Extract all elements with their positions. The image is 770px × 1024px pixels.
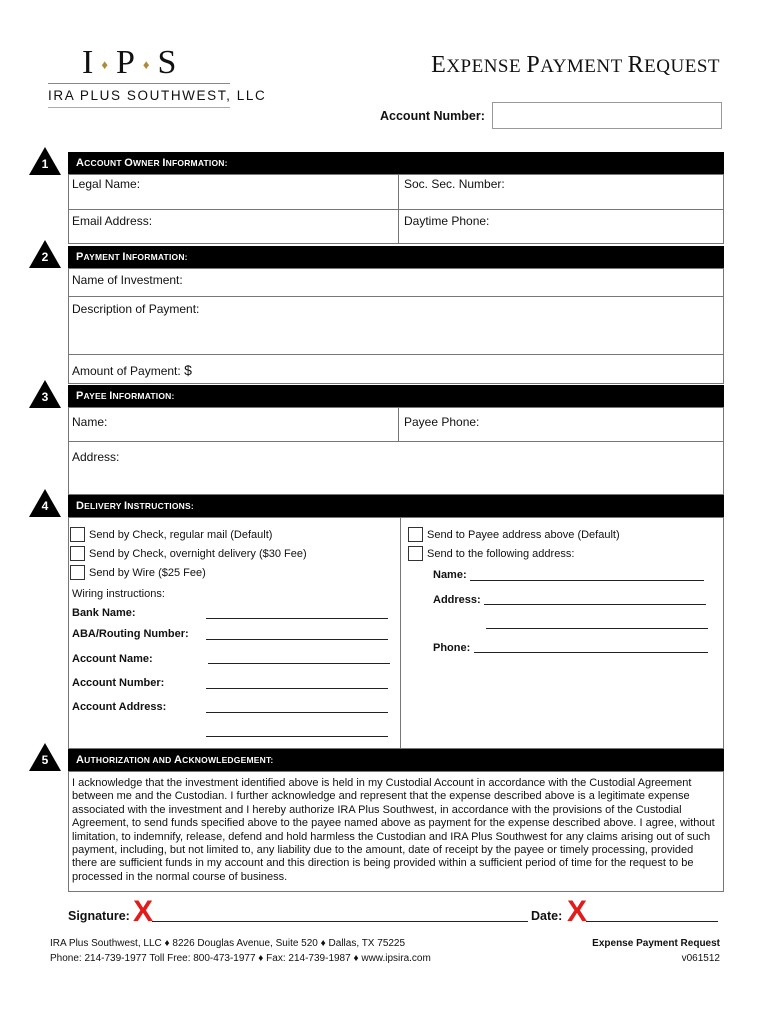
wiring-instructions-label: Wiring instructions: [72,588,165,600]
alt-name-input[interactable] [470,580,704,581]
payee-address-checkbox[interactable] [408,527,423,542]
date-x-icon: X [567,895,588,928]
wire-account-name-input[interactable] [208,663,390,664]
footer-version: v061512 [681,953,720,964]
date-line[interactable] [586,921,718,922]
account-number-input[interactable] [492,102,722,129]
logo-letter: S [157,44,179,81]
page-title: EXPENSE PAYMENT REQUEST [431,52,720,78]
bank-name-label: Bank Name: [72,607,136,619]
logo-divider [48,107,230,108]
payee-address-option-label: Send to Payee address above (Default) [427,529,620,541]
legal-name-field[interactable]: Legal Name: [72,177,141,191]
following-address-option-label: Send to the following address: [427,548,575,560]
alt-phone-input[interactable] [474,652,708,653]
footer-contact: Phone: 214-739-1977 Toll Free: 800-473-1977 ♦ Fax: 214-739-1987 ♦ www.ipsira.com [50,953,431,964]
company-logo [82,44,178,82]
section-5-marker: 5 [29,743,61,771]
payment-description-field[interactable]: Description of Payment: [72,302,200,316]
wire-account-number-label: Account Number: [72,677,165,689]
routing-number-input[interactable] [206,639,388,640]
alt-address-input-2[interactable] [486,628,708,629]
wire-account-address-input[interactable] [206,712,388,713]
check-overnight-checkbox[interactable] [70,546,85,561]
date-label: Date: [531,909,563,923]
signature-x-icon: X [133,895,154,928]
payment-amount-field[interactable]: Amount of Payment: $ [72,362,192,378]
alt-phone-label: Phone: [433,642,471,654]
check-overnight-label: Send by Check, overnight delivery ($30 Fee) [89,548,307,560]
signature-line[interactable] [152,921,528,922]
alt-name-label: Name: [433,569,467,581]
section-5-header: AUTHORIZATION AND ACKNOWLEDGEMENT: [68,749,724,771]
section-2-marker: 2 [29,240,61,268]
payee-address-field[interactable]: Address: [72,450,120,464]
section-4-header: DELIVERY INSTRUCTIONS: [68,495,724,517]
section-4-marker: 4 [29,489,61,517]
company-name: IRA PLUS SOUTHWEST, LLC [48,88,267,103]
check-regular-mail-label: Send by Check, regular mail (Default) [89,529,273,541]
email-field[interactable]: Email Address: [72,214,153,228]
footer-address: IRA Plus Southwest, LLC ♦ 8226 Douglas Avenue, Suite 520 ♦ Dallas, TX 75225 [50,938,406,949]
logo-letter: P [115,44,137,81]
wire-account-address-label: Account Address: [72,701,167,713]
daytime-phone-field[interactable]: Daytime Phone: [404,214,490,228]
payee-name-field[interactable]: Name: [72,415,108,429]
logo-divider [48,83,230,84]
footer-form-name: Expense Payment Request [592,938,720,949]
logo-diamond-icon: ♦ [142,57,152,73]
alt-address-label: Address: [433,594,481,606]
wire-checkbox[interactable] [70,565,85,580]
bank-name-input[interactable] [206,618,388,619]
investment-name-field[interactable]: Name of Investment: [72,273,183,287]
signature-label: Signature: [68,909,130,923]
alt-address-input[interactable] [484,604,706,605]
logo-diamond-icon: ♦ [101,57,110,73]
section-2-header: PAYMENT INFORMATION: [68,246,724,268]
payee-phone-field[interactable]: Payee Phone: [404,415,480,429]
section-3-marker: 3 [29,380,61,408]
ssn-field[interactable]: Soc. Sec. Number: [404,177,505,191]
section-3-header: PAYEE INFORMATION: [68,385,724,407]
wire-account-number-input[interactable] [206,688,388,689]
check-regular-mail-checkbox[interactable] [70,527,85,542]
section-1-header: ACCOUNT OWNER INFORMATION: [68,152,724,174]
section-3-fields [68,407,724,495]
wire-account-address-input-2[interactable] [206,736,388,737]
authorization-text: I acknowledge that the investment identified above is held in my Custodial Account in accordance with the Custodial Agreement between me and the Custodian. I further acknowledge and represent that the expense described above is a legitimate expense associated with the investment and I hereby authorize IRA Plus Southwest, in accordance with the provisions of the Custodial Agreement, to send funds specified above to the payee named above as payment for the expense described above. I agree, without limitation, to indemnify, release, defend and hold harmless the Custodian and IRA Plus Southwest for any claims arising out of such payment, including, but not limited to, any liability due to the amount, date of receipt by the payee or timely processing, provided there are sufficient funds in my account and this direction is being provided within a sufficient period of time for the request to be processed in the normal course of business. [72,777,715,883]
wire-account-name-label: Account Name: [72,653,153,665]
routing-number-label: ABA/Routing Number: [72,628,189,640]
logo-letter: I [82,44,96,81]
account-number-label: Account Number: [380,109,485,123]
section-1-marker: 1 [29,147,61,175]
following-address-checkbox[interactable] [408,546,423,561]
wire-label: Send by Wire ($25 Fee) [89,567,206,579]
